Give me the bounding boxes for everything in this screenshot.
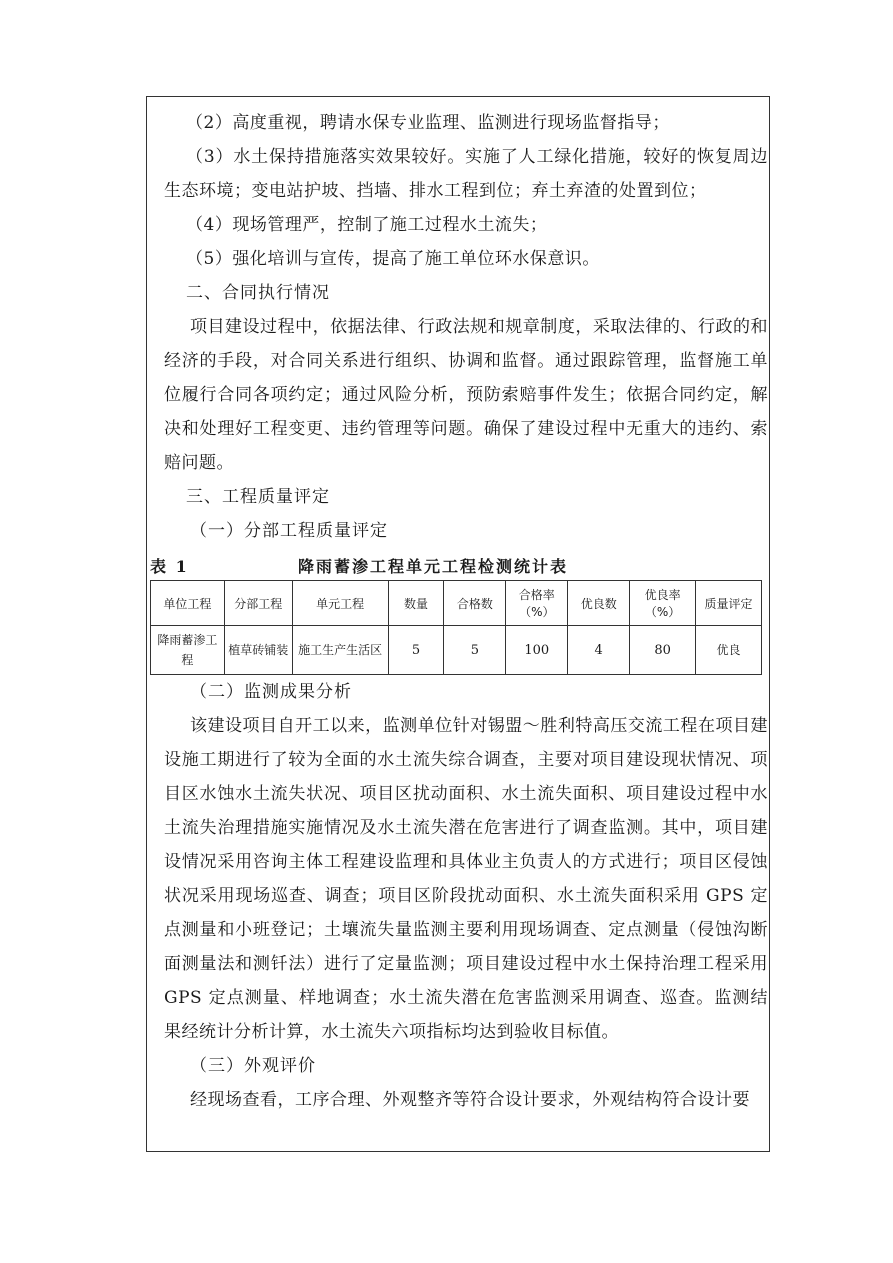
section-heading-quality: 三、工程质量评定	[186, 487, 330, 507]
paragraph-item-5: （5）强化培训与宣传，提高了施工单位环水保意识。	[186, 249, 600, 269]
header-excellent-rate: 优良率（%）	[630, 581, 696, 626]
cell-excellent: 4	[568, 626, 630, 675]
paragraph-appearance: 经现场查看，工序合理、外观整齐等符合设计要求，外观结构符合设计要	[190, 1090, 750, 1110]
header-unit: 单位工程	[151, 581, 225, 626]
table-row	[151, 626, 762, 675]
header-rating: 质量评定	[696, 581, 762, 626]
header-qualified-rate: 合格率（%）	[506, 581, 568, 626]
subheading-monitoring: （二）监测成果分析	[190, 682, 352, 702]
table-caption	[150, 550, 768, 580]
subheading-division-quality: （一）分部工程质量评定	[190, 521, 388, 541]
cell-rating: 优良	[696, 626, 762, 675]
cell-count: 5	[388, 626, 444, 675]
table-number: 表 1	[150, 557, 189, 576]
header-division: 分部工程	[224, 581, 292, 626]
paragraph-monitoring: 该建设项目自开工以来，监测单位针对锡盟～胜利特高压交流工程在项目建设施工期进行了较为全面的水土流失综合调查，主要对项目建设现状情况、项目区水蚀水土流失状况、项目区扰动面积、水土流失面积、项目建设过程中水土流失治理措施实施情况及水土流失潜在危害进行了调查监测。其中，项目建设情况采用咨询主体工程建设监理和具体业主负责人的方式进行；项目区侵蚀状况采用现场巡查、调查；项目区阶段扰动面积、水土流失面积采用 GPS 定点测量和小班登记；土壤流失量监测主要利用现场调查、定点测量（侵蚀沟断面测量法和测钎法）进行了定量监测；项目建设过程中水土保持治理工程采用 GPS 定点测量、样地调查；水土流失潜在危害监测采用调查、巡查。监测结果经统计分析计算，水土流失六项指标均达到验收目标值。	[164, 716, 768, 1042]
paragraph-item-3: （3）水土保持措施落实效果较好。实施了人工绿化措施，较好的恢复周边生态环境；变电站护坡、挡墙、排水工程到位；弃土弃渣的处置到位；	[164, 147, 768, 201]
header-qualified: 合格数	[444, 581, 506, 626]
header-excellent: 优良数	[568, 581, 630, 626]
cell-division: 植草砖铺装	[224, 626, 292, 675]
paragraph-item-4: （4）现场管理严，控制了施工过程水土流失；	[186, 215, 548, 235]
section-heading-contract: 二、合同执行情况	[186, 283, 330, 303]
cell-excellent-rate: 80	[630, 626, 696, 675]
paragraph-item-2: （2）高度重视，聘请水保专业监理、监测进行现场监督指导；	[186, 113, 670, 133]
stats-table	[150, 580, 762, 675]
document-body	[150, 106, 768, 1117]
table-header-row	[151, 581, 762, 626]
cell-qualified-rate: 100	[506, 626, 568, 675]
header-count: 数量	[388, 581, 444, 626]
header-element: 单元工程	[292, 581, 388, 626]
cell-element: 施工生产生活区	[292, 626, 388, 675]
paragraph-contract: 项目建设过程中，依据法律、行政法规和规章制度，采取法律的、行政的和经济的手段，对合同关系进行组织、协调和监督。通过跟踪管理，监督施工单位履行合同各项约定；通过风险分析，预防索赔事件发生；依据合同约定，解决和处理好工程变更、违约管理等问题。确保了建设过程中无重大的违约、索赔问题。	[164, 317, 768, 473]
cell-qualified: 5	[444, 626, 506, 675]
subheading-appearance: （三）外观评价	[190, 1056, 316, 1076]
table-title: 降雨蓄渗工程单元工程检测统计表	[298, 557, 569, 576]
cell-unit: 降雨蓄渗工程	[151, 626, 225, 675]
